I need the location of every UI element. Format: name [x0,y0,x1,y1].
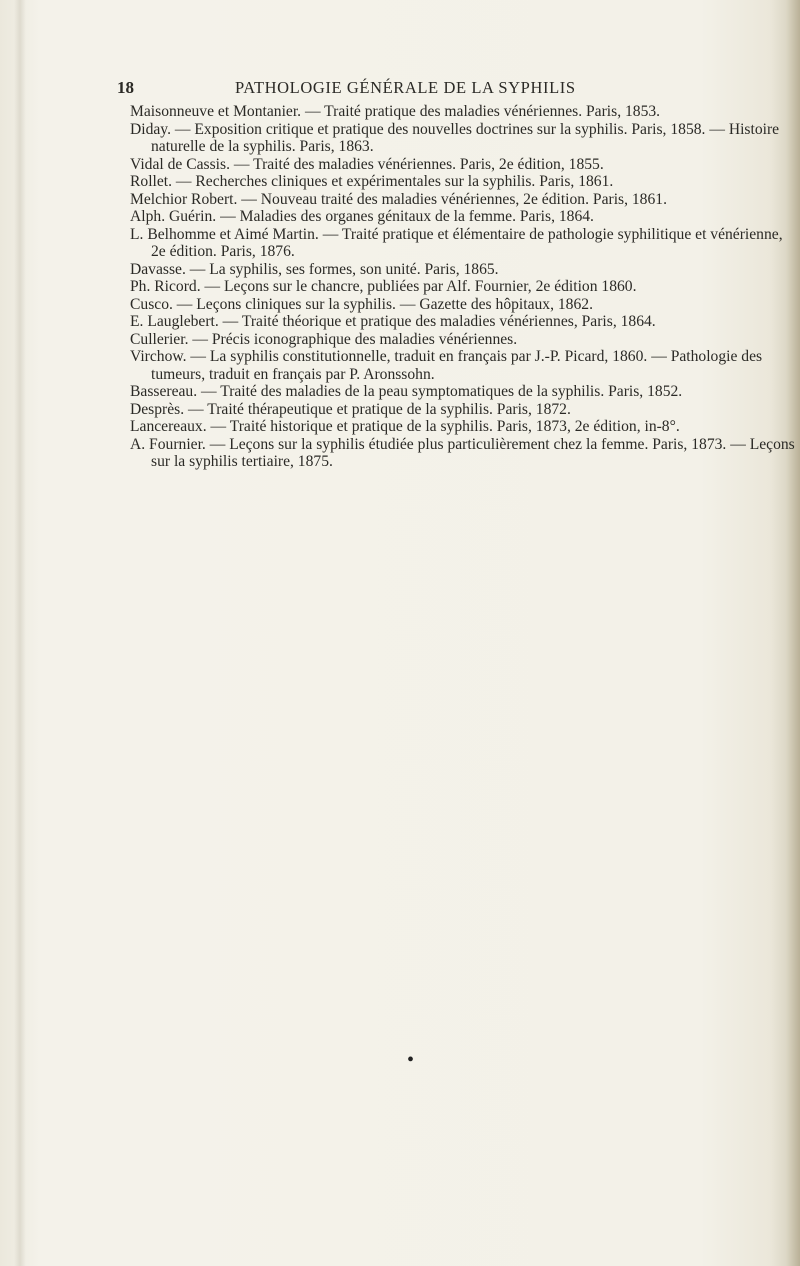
bibliography-entry: Davasse. — La syphilis, ses formes, son unité. Paris, 1865. [130,260,499,278]
bibliography-entry: Ph. Ricord. — Leçons sur le chancre, publiées par Alf. Fournier, 2e édition 1860. [130,278,637,295]
bibliography-entry: Maisonneuve et Montanier. — Traité pratique des maladies vénériennes. Paris, 1853. [130,103,661,120]
bibliography-entry: Rollet. — Recherches cliniques et expérimentales sur la syphilis. Paris, 1861. [130,173,614,190]
bibliography-entry: Cusco. — Leçons cliniques sur la syphilis. — Gazette des hôpitaux, 1862. [130,295,593,313]
running-header [95,78,745,100]
bibliography-entry: A. Fournier. — Leçons sur la syphilis étudiée plus particulièrement chez la femme. Paris, 1873. — Leçons sur la syphilis tertiaire, 1875. [130,435,795,470]
bottom-page-mark: • [407,1049,415,1071]
bibliography-entry: Bassereau. — Traité des maladies de la peau symptomatiques de la syphilis. Paris, 1852. [130,383,683,400]
bibliography-entry: E. Lauglebert. — Traité théorique et pratique des maladies vénériennes, Paris, 1864. [130,313,656,330]
bibliography-list [130,103,795,471]
page-gutter-shadow [14,0,26,1266]
bibliography-entry: Vidal de Cassis. — Traité des maladies vénériennes. Paris, 2e édition, 1855. [130,155,604,173]
bibliography-entry: Cullerier. — Précis iconographique des maladies vénériennes. [130,330,518,348]
bibliography-entry: Diday. — Exposition critique et pratique des nouvelles doctrines sur la syphilis. Paris, 1858. — Histoire naturelle de la syphilis. Paris, 1863. [130,120,780,155]
page-number: 18 [117,78,134,97]
bibliography-entry: Melchior Robert. — Nouveau traité des maladies vénériennes, 2e édition. Paris, 1861. [130,190,667,208]
bibliography-entry: Virchow. — La syphilis constitutionnelle, traduit en français par J.-P. Picard, 1860. — Pathologie des tumeurs, traduit en français par P. Aronssohn. [130,348,763,383]
bibliography-entry: Alph. Guérin. — Maladies des organes génitaux de la femme. Paris, 1864. [130,208,594,225]
running-title: PATHOLOGIE GÉNÉRALE DE LA SYPHILIS [235,78,576,97]
bibliography-entry: Lancereaux. — Traité historique et pratique de la syphilis. Paris, 1873, 2e édition, in-8°. [130,418,680,435]
bibliography-entry: Desprès. — Traité thérapeutique et pratique de la syphilis. Paris, 1872. [130,400,571,418]
bibliography-entry: L. Belhomme et Aimé Martin. — Traité pratique et élémentaire de pathologie syphilitique et vénérienne, 2e édition. Paris, 1876. [130,225,783,260]
